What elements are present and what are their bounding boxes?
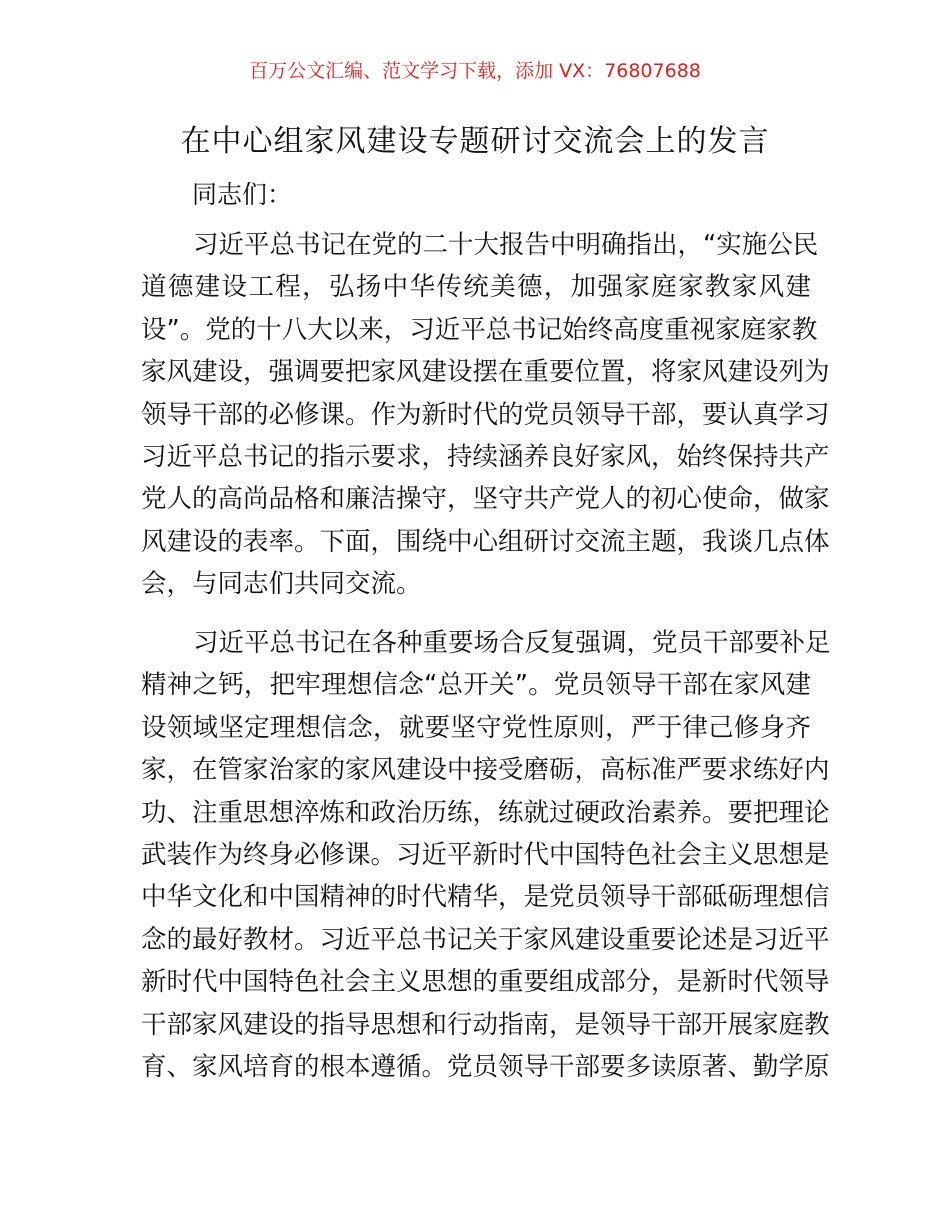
text-line: 风建设的表率。下面，围绕中心组研讨交流主题，我谈几点体: [141, 526, 830, 557]
text-line: 武装作为终身必修课。习近平新时代中国特色社会主义思想是: [141, 839, 830, 870]
paragraph-2: [141, 622, 831, 1088]
text-line: 道德建设工程，弘扬中华传统美德，加强家庭家教家风建: [141, 272, 811, 303]
text-line: 习近平总书记在各种重要场合反复强调，党员干部要补足: [193, 628, 831, 658]
text-line: 会，与同志们共同交流。: [141, 569, 422, 600]
greeting: 同志们：: [192, 180, 293, 209]
text-line: 功、注重思想淬炼和政治历练，练就过硬政治素养。要把理论: [141, 797, 830, 828]
document-title: 在中心组家风建设专题研讨交流会上的发言: [180, 124, 770, 159]
text-line: 育、家风培育的根本遵循。党员领导干部要多读原著、勤学原: [141, 1051, 830, 1082]
text-line: 习近平总书记在党的二十大报告中明确指出，“实施公民: [193, 230, 819, 260]
text-line: 家，在管家治家的家风建设中接受磨砺，高标准严要求练好内: [141, 755, 830, 786]
text-line: 党人的高尚品格和廉洁操守，坚守共产党人的初心使命，做家: [141, 484, 830, 515]
header-note: 百万公文汇编、范文学习下载，添加 VX：76807688: [249, 60, 701, 82]
paragraph-1: [141, 224, 830, 606]
text-line: 精神之钙，把牢理想信念“总开关”。党员领导干部在家风建: [141, 670, 811, 701]
text-line: 念的最好教材。习近平总书记关于家风建设重要论述是习近平: [141, 924, 830, 955]
text-line: 家风建设，强调要把家风建设摆在重要位置，将家风建设列为: [141, 357, 830, 388]
text-line: 习近平总书记的指示要求，持续涵养良好家风，始终保持共产: [141, 441, 830, 472]
text-line: 干部家风建设的指导思想和行动指南，是领导干部开展家庭教: [141, 1009, 830, 1040]
text-line: 中华文化和中国精神的时代精华，是党员领导干部砥砺理想信: [141, 882, 830, 913]
text-line: 设”。党的十八大以来，习近平总书记始终高度重视家庭家教: [141, 314, 818, 345]
text-line: 新时代中国特色社会主义思想的重要组成部分，是新时代领导: [141, 967, 830, 998]
text-line: 设领域坚定理想信念，就要坚守党性原则，严于律己修身齐: [141, 712, 811, 743]
text-line: 领导干部的必修课。作为新时代的党员领导干部，要认真学习: [141, 399, 830, 430]
